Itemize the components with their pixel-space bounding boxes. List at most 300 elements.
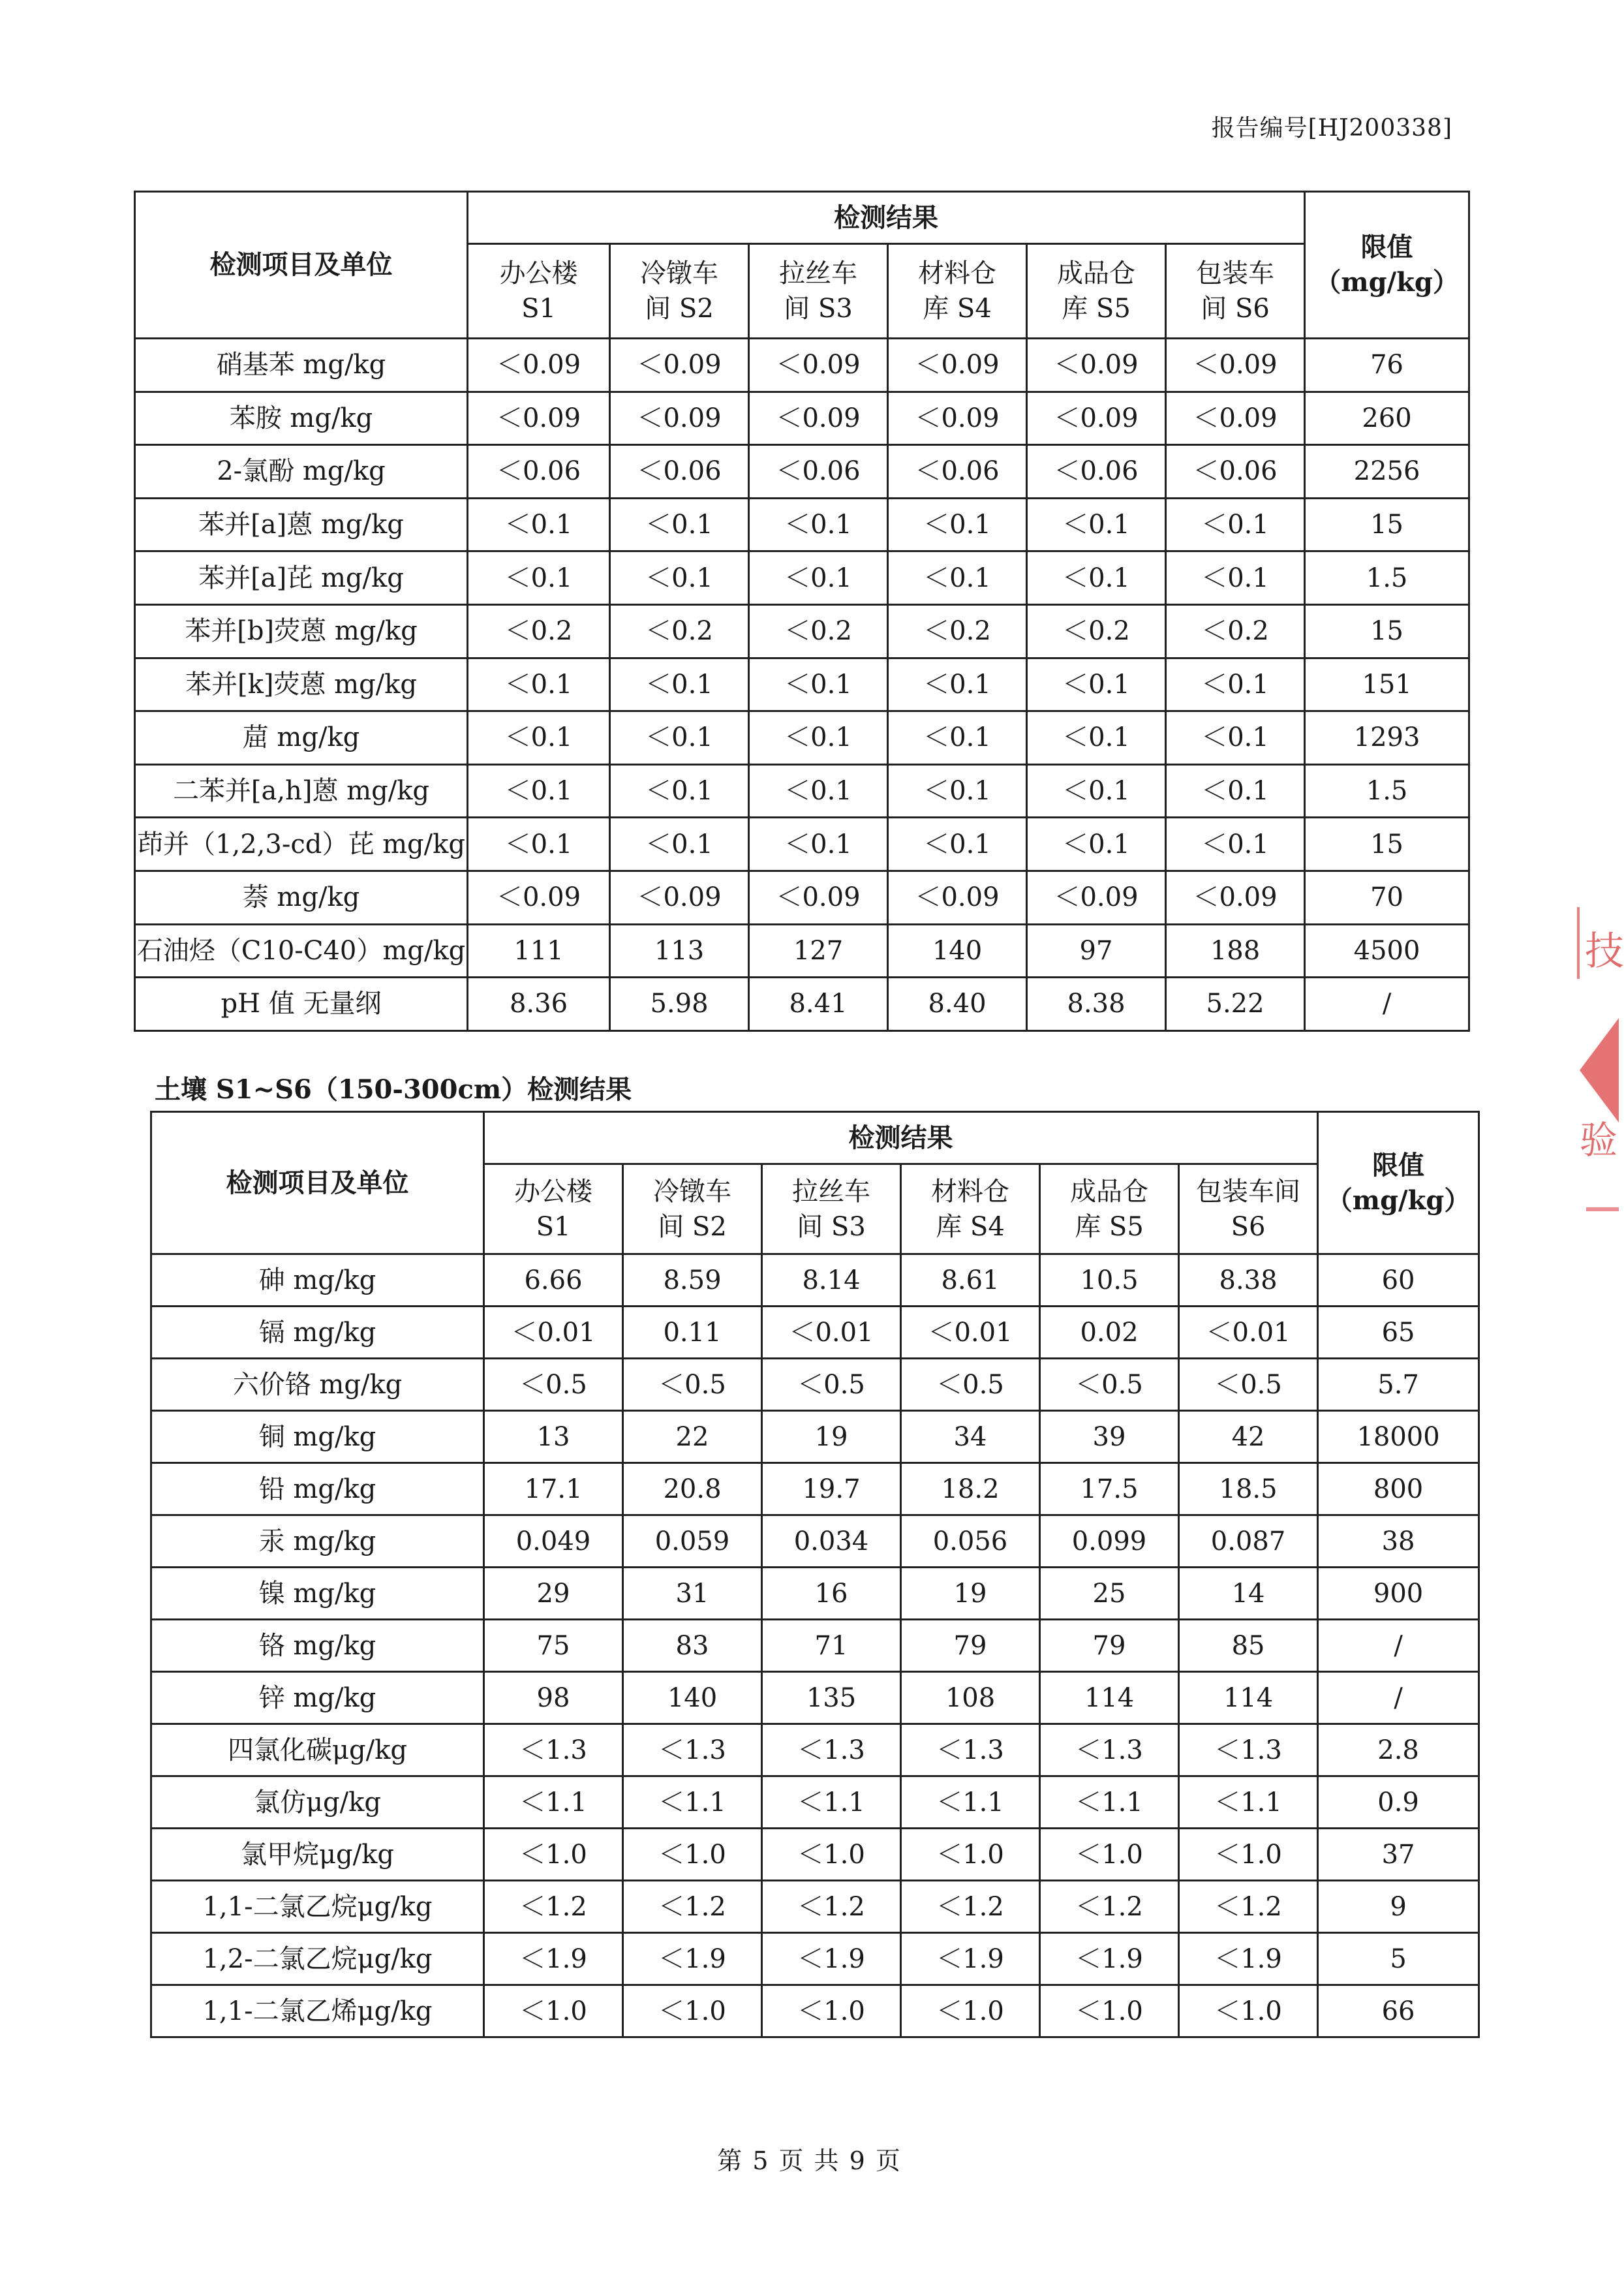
item-cell: pH 值 无量纲: [135, 978, 468, 1031]
value-cell: ＜0.1: [610, 711, 749, 765]
value-cell: ＜0.09: [1027, 339, 1166, 392]
site-name-line1: 包装车: [1196, 258, 1275, 288]
value-cell: ＜1.0: [1179, 1829, 1318, 1881]
value-cell: 29: [484, 1568, 623, 1620]
site-name-line1: 材料仓: [918, 258, 996, 288]
value-cell: 71: [762, 1620, 901, 1672]
value-cell: 188: [1166, 924, 1305, 978]
table-row: [151, 1829, 1479, 1881]
value-cell: ＜0.5: [1179, 1359, 1318, 1411]
value-cell: 85: [1179, 1620, 1318, 1672]
limit-header-line1: 限值: [1372, 1149, 1425, 1181]
value-cell: 135: [762, 1672, 901, 1724]
seal-fragment: [1586, 1207, 1619, 1211]
value-cell: ＜0.1: [610, 658, 749, 711]
table-row: [151, 1515, 1479, 1568]
value-cell: ＜1.3: [762, 1724, 901, 1776]
value-cell: 22: [623, 1411, 762, 1463]
site-header: [468, 244, 610, 339]
value-cell: ＜0.2: [1027, 604, 1166, 658]
value-cell: ＜0.06: [888, 445, 1027, 499]
value-cell: ＜1.3: [623, 1724, 762, 1776]
limit-cell: 2.8: [1318, 1724, 1479, 1776]
value-cell: ＜0.2: [749, 604, 888, 658]
limit-cell: 151: [1305, 658, 1469, 711]
value-cell: 19.7: [762, 1463, 901, 1515]
limit-cell: 2256: [1305, 445, 1469, 499]
limit-cell: /: [1318, 1620, 1479, 1672]
value-cell: ＜0.09: [468, 339, 610, 392]
value-cell: ＜0.1: [468, 764, 610, 818]
site-name-line1: 材料仓: [931, 1176, 1009, 1207]
table-row: [151, 1724, 1479, 1776]
value-cell: 18.5: [1179, 1463, 1318, 1515]
value-cell: ＜1.2: [762, 1881, 901, 1933]
value-cell: 13: [484, 1411, 623, 1463]
results-header: 检测结果: [468, 192, 1305, 244]
table-row: [135, 818, 1469, 871]
value-cell: 97: [1027, 924, 1166, 978]
site-name-line1: 冷镦车: [653, 1176, 731, 1207]
value-cell: ＜1.1: [484, 1776, 623, 1829]
results-table-2: [150, 1111, 1480, 2038]
value-cell: ＜1.9: [762, 1933, 901, 1985]
site-header: [610, 244, 749, 339]
value-cell: ＜0.1: [1166, 551, 1305, 605]
table-row: [151, 1672, 1479, 1724]
item-cell: 苯并[a]蒽 mg/kg: [135, 498, 468, 551]
item-cell: 1,1-二氯乙烯μg/kg: [151, 1985, 484, 2037]
value-cell: 31: [623, 1568, 762, 1620]
value-cell: 8.40: [888, 978, 1027, 1031]
value-cell: ＜1.0: [1040, 1985, 1179, 2037]
value-cell: ＜0.1: [1027, 551, 1166, 605]
value-cell: 0.049: [484, 1515, 623, 1568]
value-cell: ＜0.09: [749, 339, 888, 392]
table-row: [151, 1881, 1479, 1933]
value-cell: 17.1: [484, 1463, 623, 1515]
value-cell: ＜0.1: [610, 551, 749, 605]
value-cell: ＜1.0: [762, 1985, 901, 2037]
site-name-line2: 间 S6: [1201, 294, 1270, 324]
value-cell: ＜0.1: [749, 658, 888, 711]
item-cell: 氯甲烷μg/kg: [151, 1829, 484, 1881]
value-cell: ＜0.1: [610, 818, 749, 871]
value-cell: 83: [623, 1620, 762, 1672]
value-cell: ＜1.1: [623, 1776, 762, 1829]
table-row: [151, 1463, 1479, 1515]
table-row: [135, 339, 1469, 392]
value-cell: ＜1.0: [623, 1985, 762, 2037]
value-cell: ＜0.1: [1166, 818, 1305, 871]
value-cell: ＜1.3: [484, 1724, 623, 1776]
site-header: [623, 1164, 762, 1254]
value-cell: ＜0.01: [484, 1307, 623, 1359]
value-cell: ＜0.5: [623, 1359, 762, 1411]
site-name-line1: 成品仓: [1057, 258, 1135, 288]
report-number: 报告编号[HJ200338]: [1211, 115, 1452, 142]
site-header: [1040, 1164, 1179, 1254]
limit-cell: 900: [1318, 1568, 1479, 1620]
value-cell: 14: [1179, 1568, 1318, 1620]
limit-cell: 18000: [1318, 1411, 1479, 1463]
item-cell: 1,1-二氯乙烷μg/kg: [151, 1881, 484, 1933]
table-row: [135, 658, 1469, 711]
item-cell: 铜 mg/kg: [151, 1411, 484, 1463]
value-cell: ＜0.09: [888, 392, 1027, 445]
item-cell: 硝基苯 mg/kg: [135, 339, 468, 392]
value-cell: ＜1.1: [1179, 1776, 1318, 1829]
value-cell: 6.66: [484, 1254, 623, 1307]
value-cell: ＜0.09: [610, 392, 749, 445]
site-name-line1: 成品仓: [1070, 1176, 1148, 1207]
site-header: [1166, 244, 1305, 339]
value-cell: 19: [762, 1411, 901, 1463]
value-cell: ＜1.1: [901, 1776, 1040, 1829]
value-cell: ＜1.0: [901, 1985, 1040, 2037]
value-cell: ＜1.0: [623, 1829, 762, 1881]
limit-cell: 800: [1318, 1463, 1479, 1515]
site-name-line1: 办公楼: [514, 1176, 592, 1207]
value-cell: ＜0.06: [468, 445, 610, 499]
item-cell: 四氯化碳μg/kg: [151, 1724, 484, 1776]
value-cell: 0.02: [1040, 1307, 1179, 1359]
limit-cell: 37: [1318, 1829, 1479, 1881]
value-cell: ＜1.0: [484, 1829, 623, 1881]
table-row: [151, 1411, 1479, 1463]
value-cell: ＜0.01: [1179, 1307, 1318, 1359]
limit-cell: 1.5: [1305, 764, 1469, 818]
limit-cell: 9: [1318, 1881, 1479, 1933]
site-name-line1: 拉丝车: [792, 1176, 870, 1207]
limit-cell: 5.7: [1318, 1359, 1479, 1411]
item-cell: 氯仿μg/kg: [151, 1776, 484, 1829]
value-cell: ＜1.1: [762, 1776, 901, 1829]
value-cell: ＜1.0: [484, 1985, 623, 2037]
value-cell: ＜0.1: [888, 711, 1027, 765]
limit-cell: 260: [1305, 392, 1469, 445]
item-cell: 茚并（1,2,3-cd）芘 mg/kg: [135, 818, 468, 871]
value-cell: 5.98: [610, 978, 749, 1031]
value-cell: ＜1.1: [1040, 1776, 1179, 1829]
table-row: [135, 924, 1469, 978]
site-name-line1: 拉丝车: [779, 258, 857, 288]
item-cell: 镍 mg/kg: [151, 1568, 484, 1620]
site-name-line2: 库 S4: [923, 294, 992, 324]
site-header: [1179, 1164, 1318, 1254]
value-cell: 34: [901, 1411, 1040, 1463]
value-cell: ＜0.1: [888, 551, 1027, 605]
table-row: [135, 604, 1469, 658]
value-cell: ＜0.5: [1040, 1359, 1179, 1411]
table-row: [135, 711, 1469, 765]
value-cell: ＜0.09: [1166, 871, 1305, 924]
table-row: [151, 1620, 1479, 1672]
table-row: [135, 871, 1469, 924]
item-cell: 石油烃（C10-C40）mg/kg: [135, 924, 468, 978]
value-cell: ＜0.1: [1027, 764, 1166, 818]
value-cell: 113: [610, 924, 749, 978]
value-cell: 0.087: [1179, 1515, 1318, 1568]
item-cell: 铬 mg/kg: [151, 1620, 484, 1672]
value-cell: 19: [901, 1568, 1040, 1620]
value-cell: ＜0.5: [901, 1359, 1040, 1411]
value-cell: ＜1.9: [901, 1933, 1040, 1985]
limit-header-line2: （mg/kg）: [1326, 1184, 1471, 1216]
value-cell: 8.36: [468, 978, 610, 1031]
value-cell: 140: [623, 1672, 762, 1724]
value-cell: 16: [762, 1568, 901, 1620]
site-header: [762, 1164, 901, 1254]
site-header: [749, 244, 888, 339]
value-cell: 114: [1179, 1672, 1318, 1724]
limit-cell: 1293: [1305, 711, 1469, 765]
value-cell: ＜1.2: [1040, 1881, 1179, 1933]
value-cell: ＜0.2: [1166, 604, 1305, 658]
value-cell: ＜1.0: [1040, 1829, 1179, 1881]
value-cell: ＜0.5: [484, 1359, 623, 1411]
value-cell: ＜0.1: [468, 551, 610, 605]
value-cell: ＜0.1: [888, 658, 1027, 711]
value-cell: ＜1.2: [901, 1881, 1040, 1933]
value-cell: ＜1.3: [1179, 1724, 1318, 1776]
value-cell: ＜0.1: [1166, 764, 1305, 818]
value-cell: ＜0.1: [888, 498, 1027, 551]
section-title: 土壤 S1~S6（150-300cm）检测结果: [155, 1074, 632, 1105]
site-header: [901, 1164, 1040, 1254]
item-cell: 苯胺 mg/kg: [135, 392, 468, 445]
item-cell: 萘 mg/kg: [135, 871, 468, 924]
value-cell: ＜0.1: [1027, 711, 1166, 765]
site-name-line1: 冷镦车: [640, 258, 718, 288]
site-header: [888, 244, 1027, 339]
item-cell: 苯并[a]芘 mg/kg: [135, 551, 468, 605]
value-cell: ＜0.1: [1027, 658, 1166, 711]
value-cell: ＜0.09: [468, 392, 610, 445]
value-cell: 8.38: [1179, 1254, 1318, 1307]
value-cell: 140: [888, 924, 1027, 978]
limit-cell: 60: [1318, 1254, 1479, 1307]
value-cell: ＜0.09: [1166, 392, 1305, 445]
page-footer: 第 5 页 共 9 页: [717, 2146, 902, 2175]
value-cell: 98: [484, 1672, 623, 1724]
value-cell: ＜1.0: [762, 1829, 901, 1881]
value-cell: ＜0.09: [468, 871, 610, 924]
value-cell: 75: [484, 1620, 623, 1672]
table-row: [135, 978, 1469, 1031]
value-cell: 79: [901, 1620, 1040, 1672]
table-row: [151, 1254, 1479, 1307]
value-cell: ＜0.2: [468, 604, 610, 658]
value-cell: 17.5: [1040, 1463, 1179, 1515]
item-cell: 䓛 mg/kg: [135, 711, 468, 765]
limit-cell: 1.5: [1305, 551, 1469, 605]
value-cell: ＜1.0: [1179, 1985, 1318, 2037]
seal-fragment: 验: [1580, 1118, 1618, 1162]
value-cell: ＜0.1: [749, 498, 888, 551]
value-cell: ＜0.1: [468, 711, 610, 765]
value-cell: ＜1.3: [901, 1724, 1040, 1776]
value-cell: 127: [749, 924, 888, 978]
limit-cell: 15: [1305, 604, 1469, 658]
value-cell: ＜0.1: [749, 818, 888, 871]
item-cell: 铅 mg/kg: [151, 1463, 484, 1515]
limit-cell: 70: [1305, 871, 1469, 924]
table-row: [151, 1985, 1479, 2037]
value-cell: ＜0.2: [610, 604, 749, 658]
site-name-line2: S6: [1231, 1211, 1266, 1242]
value-cell: ＜0.09: [1166, 339, 1305, 392]
site-header: [484, 1164, 623, 1254]
table-row: [151, 1307, 1479, 1359]
value-cell: ＜0.01: [901, 1307, 1040, 1359]
limit-cell: /: [1318, 1672, 1479, 1724]
value-cell: ＜0.09: [749, 392, 888, 445]
seal-star-fragment: [1580, 1018, 1619, 1122]
item-cell: 苯并[b]荧蒽 mg/kg: [135, 604, 468, 658]
limit-header: [1318, 1112, 1479, 1254]
limit-cell: 4500: [1305, 924, 1469, 978]
site-name-line2: 间 S2: [658, 1211, 727, 1242]
value-cell: 0.034: [762, 1515, 901, 1568]
value-cell: 0.056: [901, 1515, 1040, 1568]
value-cell: 79: [1040, 1620, 1179, 1672]
value-cell: ＜0.1: [468, 498, 610, 551]
value-cell: ＜0.1: [610, 498, 749, 551]
item-cell: 2-氯酚 mg/kg: [135, 445, 468, 499]
value-cell: 25: [1040, 1568, 1179, 1620]
item-cell: 苯并[k]荧蒽 mg/kg: [135, 658, 468, 711]
value-cell: ＜0.09: [1027, 392, 1166, 445]
table-row: [151, 1933, 1479, 1985]
value-cell: 8.38: [1027, 978, 1166, 1031]
value-cell: ＜0.09: [610, 871, 749, 924]
results-table-1: [134, 191, 1470, 1032]
value-cell: ＜1.9: [484, 1933, 623, 1985]
value-cell: ＜0.1: [1166, 498, 1305, 551]
results-header: 检测结果: [484, 1112, 1318, 1164]
item-unit-header: 检测项目及单位: [151, 1112, 484, 1254]
value-cell: ＜1.3: [1040, 1724, 1179, 1776]
table-row: [135, 551, 1469, 605]
value-cell: 5.22: [1166, 978, 1305, 1031]
value-cell: ＜0.06: [1166, 445, 1305, 499]
value-cell: ＜0.1: [749, 551, 888, 605]
value-cell: ＜0.09: [1027, 871, 1166, 924]
value-cell: ＜0.5: [762, 1359, 901, 1411]
item-cell: 砷 mg/kg: [151, 1254, 484, 1307]
value-cell: 8.41: [749, 978, 888, 1031]
value-cell: 8.14: [762, 1254, 901, 1307]
value-cell: 114: [1040, 1672, 1179, 1724]
item-cell: 六价铬 mg/kg: [151, 1359, 484, 1411]
value-cell: ＜1.9: [1040, 1933, 1179, 1985]
site-header: [1027, 244, 1166, 339]
site-name-line1: 办公楼: [499, 258, 578, 288]
limit-cell: 65: [1318, 1307, 1479, 1359]
site-name-line2: 库 S5: [1075, 1211, 1144, 1242]
value-cell: ＜0.1: [610, 764, 749, 818]
value-cell: 8.59: [623, 1254, 762, 1307]
value-cell: 108: [901, 1672, 1040, 1724]
value-cell: ＜0.1: [749, 764, 888, 818]
value-cell: ＜0.1: [749, 711, 888, 765]
value-cell: ＜0.2: [888, 604, 1027, 658]
site-name-line2: S1: [521, 294, 556, 324]
value-cell: ＜0.1: [468, 818, 610, 871]
value-cell: 8.61: [901, 1254, 1040, 1307]
value-cell: 18.2: [901, 1463, 1040, 1515]
item-unit-header: 检测项目及单位: [135, 192, 468, 339]
limit-cell: 5: [1318, 1933, 1479, 1985]
limit-header-line1: 限值: [1360, 232, 1413, 262]
site-name-line2: 间 S3: [797, 1211, 866, 1242]
item-cell: 1,2-二氯乙烷μg/kg: [151, 1933, 484, 1985]
value-cell: ＜0.1: [888, 818, 1027, 871]
value-cell: 0.059: [623, 1515, 762, 1568]
value-cell: ＜0.1: [1027, 818, 1166, 871]
site-name-line2: 间 S3: [784, 294, 853, 324]
site-name-line2: 库 S5: [1062, 294, 1131, 324]
item-cell: 镉 mg/kg: [151, 1307, 484, 1359]
limit-cell: 0.9: [1318, 1776, 1479, 1829]
value-cell: ＜0.1: [1027, 498, 1166, 551]
limit-cell: 15: [1305, 498, 1469, 551]
value-cell: ＜1.2: [623, 1881, 762, 1933]
limit-header-line2: （mg/kg）: [1315, 267, 1459, 298]
value-cell: ＜0.09: [888, 871, 1027, 924]
table-row: [151, 1359, 1479, 1411]
value-cell: ＜0.1: [468, 658, 610, 711]
value-cell: ＜0.1: [1166, 711, 1305, 765]
value-cell: ＜1.2: [1179, 1881, 1318, 1933]
value-cell: 39: [1040, 1411, 1179, 1463]
table-row: [151, 1776, 1479, 1829]
table-row: [135, 392, 1469, 445]
value-cell: ＜0.1: [888, 764, 1027, 818]
value-cell: ＜1.9: [623, 1933, 762, 1985]
value-cell: ＜0.09: [888, 339, 1027, 392]
table-row: [135, 445, 1469, 499]
table-row: [135, 764, 1469, 818]
value-cell: ＜1.9: [1179, 1933, 1318, 1985]
value-cell: ＜0.06: [749, 445, 888, 499]
value-cell: 10.5: [1040, 1254, 1179, 1307]
site-name-line2: S1: [536, 1211, 571, 1242]
value-cell: ＜0.09: [749, 871, 888, 924]
table-row: [135, 498, 1469, 551]
value-cell: ＜0.09: [610, 339, 749, 392]
value-cell: 0.099: [1040, 1515, 1179, 1568]
limit-cell: 76: [1305, 339, 1469, 392]
table-row: [151, 1568, 1479, 1620]
item-cell: 二苯并[a,h]蒽 mg/kg: [135, 764, 468, 818]
limit-cell: /: [1305, 978, 1469, 1031]
value-cell: ＜0.01: [762, 1307, 901, 1359]
value-cell: 0.11: [623, 1307, 762, 1359]
value-cell: ＜0.1: [1166, 658, 1305, 711]
item-cell: 汞 mg/kg: [151, 1515, 484, 1568]
limit-cell: 15: [1305, 818, 1469, 871]
value-cell: ＜0.06: [610, 445, 749, 499]
limit-header: [1305, 192, 1469, 339]
seal-fragment: 技: [1577, 907, 1619, 979]
value-cell: ＜1.0: [901, 1829, 1040, 1881]
limit-cell: 38: [1318, 1515, 1479, 1568]
value-cell: 20.8: [623, 1463, 762, 1515]
site-name-line2: 库 S4: [936, 1211, 1005, 1242]
value-cell: ＜0.06: [1027, 445, 1166, 499]
